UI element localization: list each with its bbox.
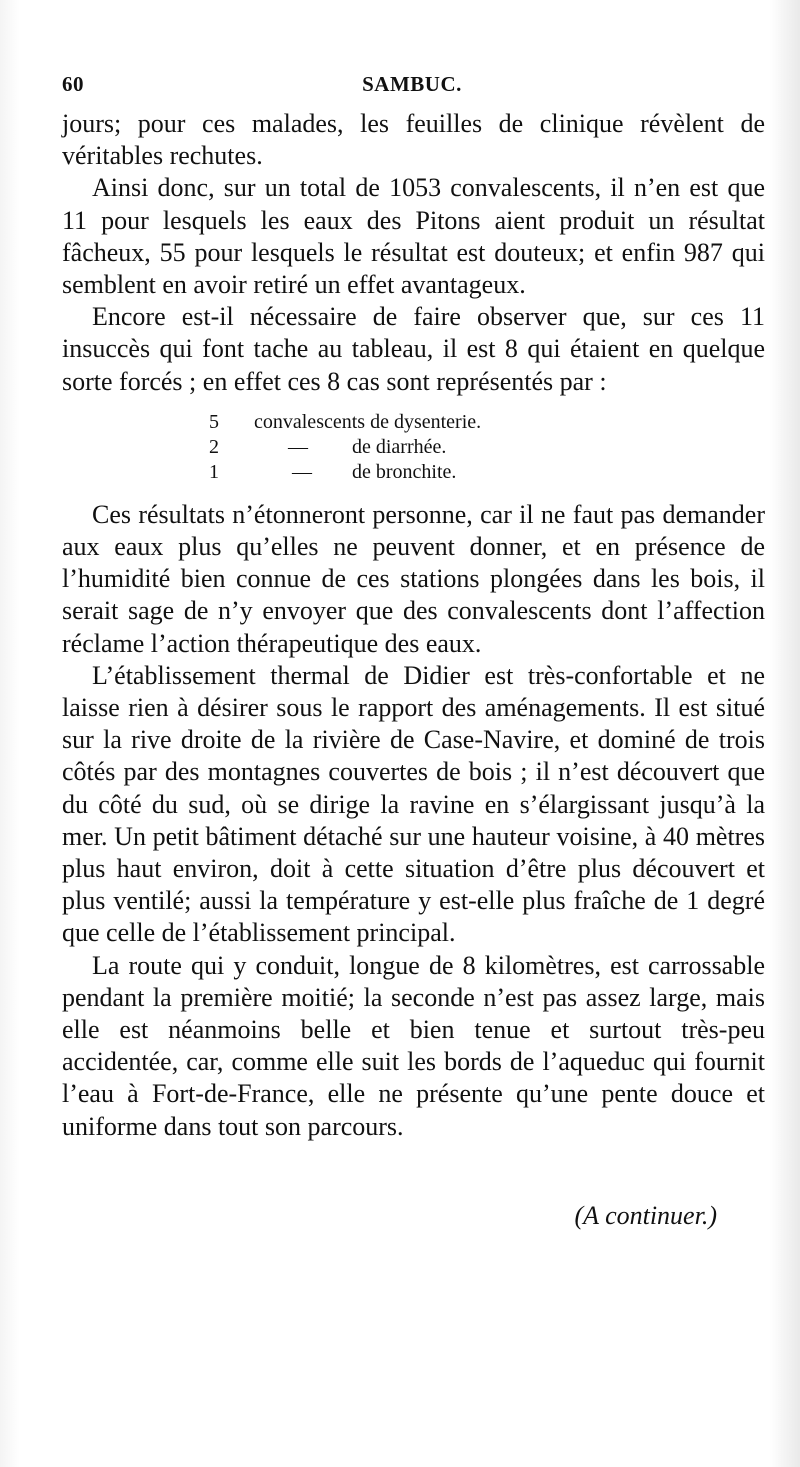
- paragraph: Encore est-il nécessaire de faire observer que, sur ces 11 insuccès qui font tache au tableau, il est 8 qui étaient en quelque sorte forcés ; en effet ces 8 cas sont représentés par :: [62, 302, 765, 396]
- page-number: 60: [62, 72, 84, 96]
- continuation-note: (A continuer.): [574, 1201, 717, 1230]
- case-count: 5: [209, 410, 219, 433]
- list-item: [62, 410, 765, 435]
- case-label: de bronchite.: [352, 460, 457, 483]
- case-count: 2: [209, 435, 219, 458]
- paragraph: Ainsi donc, sur un total de 1053 convalescents, il n’en est que 11 pour lesquels les eaux des Pitons aient produit un résultat fâcheux, 55 pour lesquels le résultat est douteux; et enfin 987 qui semblent en avoir retiré un effet avantageux.: [62, 173, 765, 300]
- list-item: [62, 460, 765, 485]
- ditto-dash: —: [288, 435, 308, 458]
- body-text: [62, 108, 765, 1230]
- paragraph: Ces résultats n’étonneront personne, car il ne faut pas demander aux eaux plus qu’elles ne peuvent donner, et en présence de l’humidité bien connue de ces stations plongées dans les bois, il serait sage de n’y envoyer que des convalescents dont l’affection réclame l’action thérapeutique des eaux.: [62, 499, 765, 658]
- case-label: de diarrhée.: [352, 435, 447, 458]
- paragraph-continuation: jours; pour ces malades, les feuilles de clinique révèlent de véritables rechutes.: [62, 109, 765, 171]
- page-header: [62, 72, 762, 102]
- running-title: SAMBUC.: [362, 72, 462, 96]
- paragraph: La route qui y conduit, longue de 8 kilomètres, est carrossable pendant la première moitié; la seconde n’est pas assez large, mais elle est néanmoins belle et bien tenue et surtout très-peu accidentée, car, comme elle suit les bords de l’aqueduc qui fournit l’eau à Fort-de-France, elle ne présente qu’une pente douce et uniforme dans tout son parcours.: [62, 950, 765, 1141]
- cases-list: [62, 410, 765, 485]
- case-count: 1: [209, 460, 219, 483]
- list-item: [62, 435, 765, 460]
- paragraph: L’établissement thermal de Didier est très-confortable et ne laisse rien à désirer sous le rapport des aménagements. Il est situé sur la rive droite de la rivière de Case-Navire, et dominé de trois côtés par des montagnes couvertes de bois ; il n’est découvert que du côté du sud, où se dirige la ravine en s’élargissant jusqu’à la mer. Un petit bâtiment détaché sur une hauteur voisine, à 40 mètres plus haut environ, doit à cette situation d’être plus découvert et plus ventilé; aussi la température y est-elle plus fraîche de 1 degré que celle de l’établissement principal.: [62, 660, 765, 948]
- ditto-dash: —: [292, 460, 312, 483]
- case-label: convalescents de dysenterie.: [254, 410, 482, 433]
